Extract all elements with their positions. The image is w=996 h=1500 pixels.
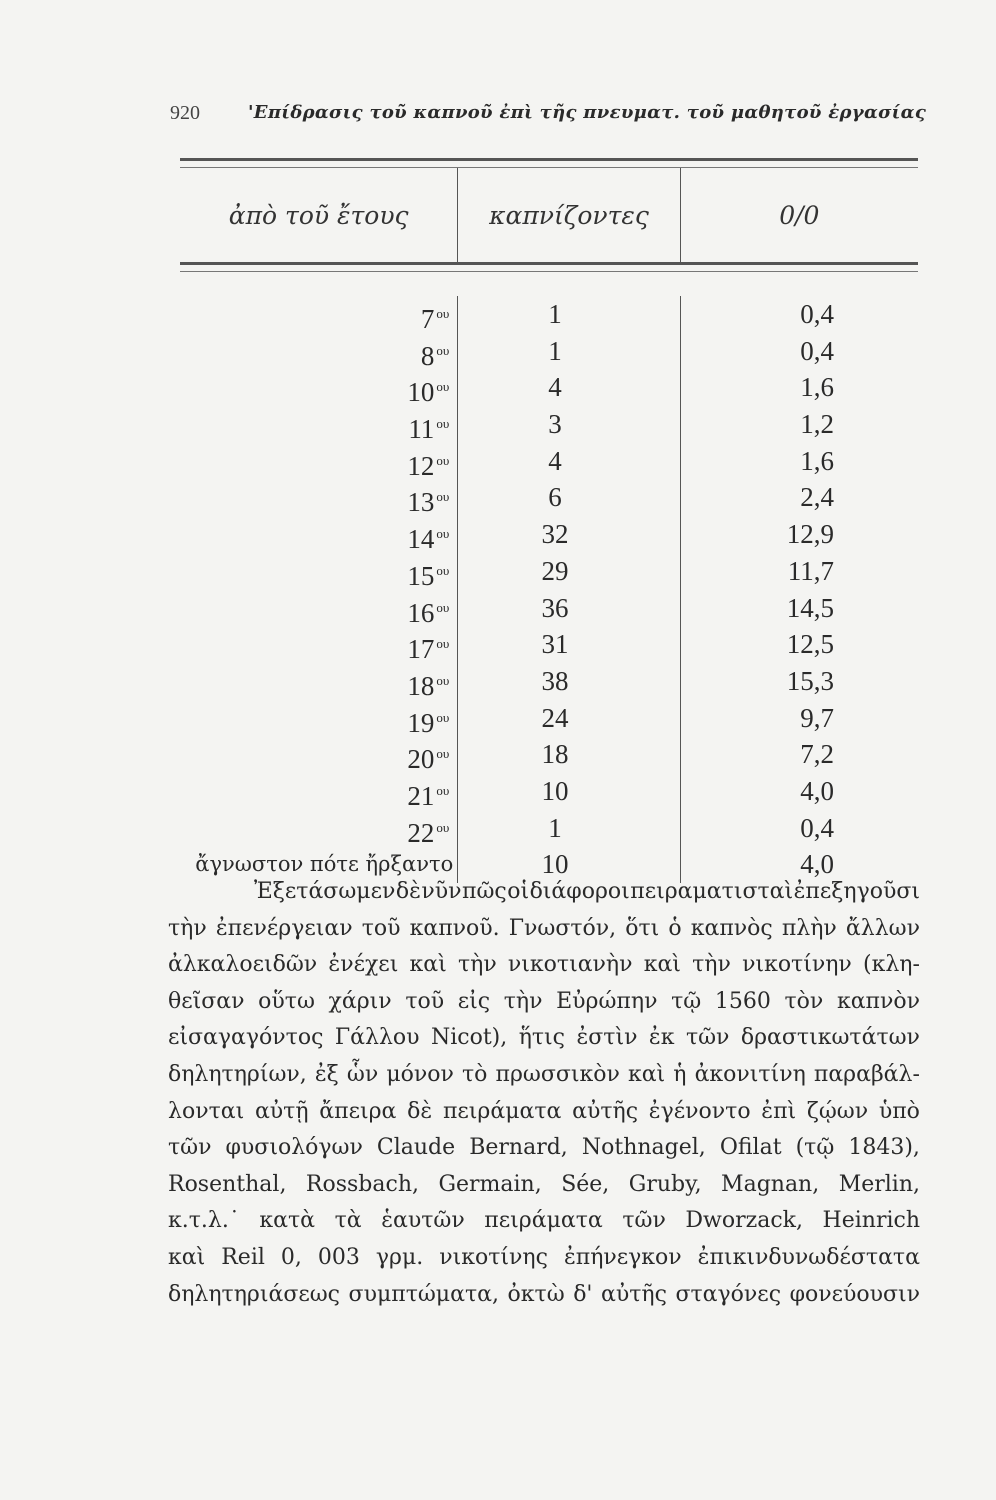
- age-value: 11: [408, 414, 435, 445]
- age-cell: [180, 516, 457, 553]
- percent-column: [680, 296, 918, 883]
- ordinal-suffix: ου: [436, 562, 450, 578]
- ordinal-suffix: ου: [436, 526, 450, 542]
- smokers-cell: 24: [541, 702, 569, 733]
- text-line: εἰσαγαγόντος Γάλλου Nicot), ἥτις ἐστὶν ἐκ τῶν δραστικωτάτων: [168, 1025, 920, 1051]
- page-number: 920: [170, 102, 200, 124]
- age-cell: [180, 333, 457, 370]
- table-body: [180, 272, 918, 883]
- age-value: 16: [407, 597, 435, 628]
- age-cell: [180, 663, 457, 700]
- smokers-cell: 6: [548, 482, 562, 513]
- smokers-cell: 1: [548, 812, 562, 843]
- table-top-rule: [180, 158, 918, 168]
- age-value: 22: [407, 817, 435, 848]
- smokers-cell: 3: [548, 409, 562, 440]
- text-line: ἀλκαλοειδῶν ἐνέχει καὶ τὴν νικοτιανὴν καὶ τὴν νικοτίνην (κλη-: [168, 952, 920, 978]
- text-line: Rosenthal, Rossbach, Germain, Sée, Gruby, Magnan, Merlin,: [168, 1171, 920, 1197]
- age-value: 15: [407, 560, 435, 591]
- percent-cell: 1,2: [800, 409, 834, 440]
- percent-cell: 15,3: [786, 665, 834, 696]
- smokers-cell: 4: [548, 445, 562, 476]
- smokers-cell: 38: [541, 665, 569, 696]
- age-cell: [180, 553, 457, 590]
- running-title: 'Επίδρασις τοῦ καπνοῦ ἐπὶ τῆς πνευματ. τοῦ μαθητοῦ ἐργασίας: [248, 102, 927, 123]
- age-value: ἄγνωστον πότε ἤρξαντο: [195, 852, 454, 877]
- age-cell: [180, 443, 457, 480]
- smokers-cell: 29: [541, 555, 569, 586]
- age-value: 20: [407, 744, 435, 775]
- smokers-cell: 31: [541, 629, 569, 660]
- age-cell: [180, 700, 457, 737]
- ordinal-suffix: ου: [436, 709, 450, 725]
- table-header-row: [180, 168, 918, 262]
- percent-cell: 12,9: [786, 519, 834, 550]
- age-value: 7: [420, 304, 435, 334]
- age-cell: [180, 810, 457, 847]
- smokers-column: [457, 296, 679, 883]
- percent-cell: 4,0: [800, 849, 834, 880]
- ordinal-suffix: ου: [436, 452, 450, 468]
- percent-cell: 12,5: [786, 629, 834, 660]
- age-value: 8: [420, 340, 435, 371]
- percent-cell: 9,7: [800, 702, 834, 733]
- text-line: θεῖσαν οὕτω χάριν τοῦ εἰς τὴν Εὐρώπην τῷ 1560 τὸν καπνὸν: [168, 988, 920, 1014]
- age-value: 13: [407, 487, 435, 518]
- smokers-by-age-table: [180, 158, 918, 883]
- smokers-cell: 10: [541, 775, 569, 806]
- ordinal-suffix: ου: [436, 819, 450, 835]
- age-cell: [180, 736, 457, 773]
- percent-cell: 11,7: [787, 555, 834, 586]
- ordinal-suffix: ου: [436, 599, 450, 615]
- smokers-cell: 1: [548, 299, 562, 329]
- percent-cell: 0,4: [800, 299, 834, 329]
- text-line: τῶν φυσιολόγων Claude Bernard, Nothnagel, Ofilat (τῷ 1843),: [168, 1135, 920, 1161]
- text-line: δηλητηρίων, ἐξ ὧν μόνον τὸ πρωσσικὸν καὶ ἡ ἀκονιτίνη παραβάλ-: [168, 1061, 920, 1087]
- ordinal-suffix: ου: [436, 782, 450, 798]
- ordinal-suffix: ου: [436, 489, 450, 505]
- text-line: τὴν ἐπενέργειαν τοῦ καπνοῦ. Γνωστόν, ὅτι ὁ καπνὸς πλὴν ἄλλων: [168, 915, 920, 941]
- body-paragraph: [168, 874, 920, 1313]
- age-value: 18: [407, 670, 435, 701]
- smokers-cell: 36: [541, 592, 569, 623]
- percent-cell: 1,6: [800, 445, 834, 476]
- percent-cell: 0,4: [800, 335, 834, 366]
- header-percent: 0/0: [680, 168, 918, 262]
- text-line: κ.τ.λ.˙ κατὰ τὰ ἑαυτῶν πειράματα τῶν Dworzack, Heinrich: [168, 1208, 920, 1234]
- smokers-cell: 4: [548, 372, 562, 403]
- percent-cell: 14,5: [786, 592, 834, 623]
- age-cell: [180, 479, 457, 516]
- age-cell: [180, 369, 457, 406]
- percent-cell: 7,2: [800, 739, 834, 770]
- header-smokers: καπνίζοντες: [457, 168, 679, 262]
- ordinal-suffix: ου: [436, 416, 450, 432]
- ordinal-suffix: ου: [436, 379, 450, 395]
- text-line: δηλητηριάσεως συμπτώματα, ὀκτὼ δ' αὐτῆς σταγόνες φονεύουσιν: [168, 1281, 920, 1307]
- age-cell: [180, 626, 457, 663]
- ordinal-suffix: ου: [436, 636, 450, 652]
- age-cell: [180, 590, 457, 627]
- age-value: 14: [407, 524, 435, 555]
- smokers-cell: 1: [548, 335, 562, 366]
- age-column: [180, 296, 457, 883]
- ordinal-suffix: ου: [436, 746, 450, 762]
- percent-cell: 4,0: [800, 775, 834, 806]
- smokers-cell: 10: [541, 849, 569, 880]
- age-cell: [180, 296, 457, 333]
- table-header-rule: [180, 262, 918, 272]
- age-cell: [180, 406, 457, 443]
- age-value: 19: [407, 707, 435, 738]
- ordinal-suffix: ου: [436, 342, 450, 358]
- text-line: λονται αὐτῇ ἄπειρα δὲ πειράματα αὐτῆς ἐγένοντο ἐπὶ ζῴων ὑπὸ: [168, 1098, 920, 1124]
- smokers-cell: 32: [541, 519, 569, 550]
- percent-cell: 1,6: [800, 372, 834, 403]
- header-from-year: ἀπὸ τοῦ ἔτους: [228, 200, 409, 230]
- ordinal-suffix: ου: [436, 306, 450, 321]
- text-line: καὶ Reil 0, 003 γρμ. νικοτίνης ἐπήνεγκον ἐπικινδυνωδέστατα: [168, 1244, 920, 1270]
- ordinal-suffix: ου: [436, 672, 450, 688]
- smokers-cell: 18: [541, 739, 569, 770]
- age-value: 10: [407, 377, 435, 408]
- age-value: 21: [407, 780, 435, 811]
- age-value: 12: [407, 450, 435, 481]
- percent-cell: 2,4: [800, 482, 834, 513]
- age-cell: [180, 773, 457, 810]
- text-line: Ἐξετάσωμεν δὲ νῦν πῶς οἱ διάφοροι πειραματισταὶ ἐπεξηγοῦσι: [254, 879, 920, 904]
- percent-cell: 0,4: [800, 812, 834, 843]
- age-value: 17: [407, 634, 435, 665]
